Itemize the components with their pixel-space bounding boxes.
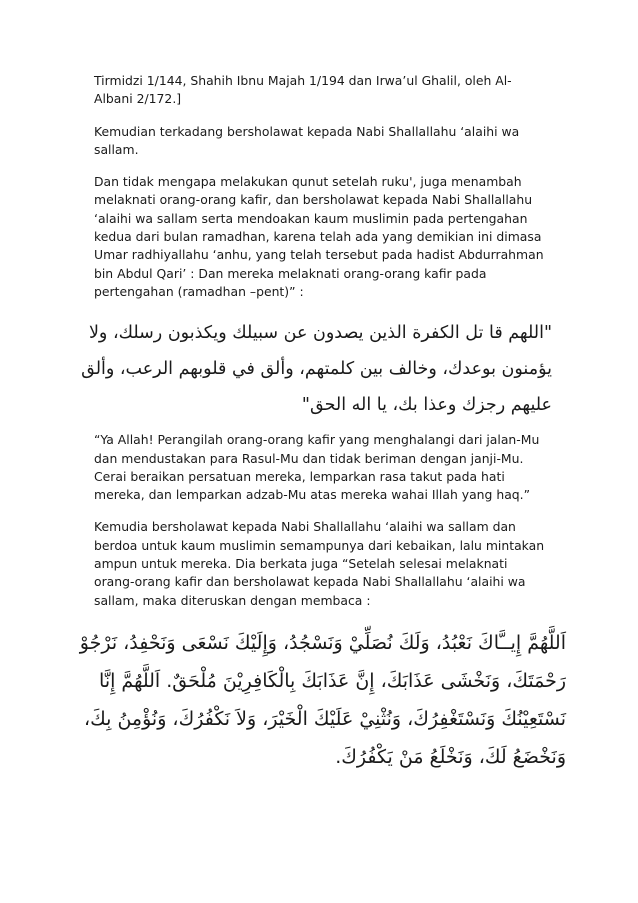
arabic-line: يؤمنون بوعدك، وخالف بين كلمتهم، وألق في قلوبهم الرعب، وألق [81, 359, 552, 380]
document-body [79, 72, 566, 776]
arabic-line: رَحْمَتَكَ، وَنَخْشَى عَذَابَكَ، إِنَّ عَذَابَكَ بِالْكَافِرِيْنَ مُلْحَقٌ. اَللَّهُمَّ إِنَّا [99, 669, 566, 692]
arabic-line: نَسْتَعِيْنُكَ وَنَسْتَغْفِرُكَ، وَنُثْنِيْ عَلَيْكَ الْخَيْرَ، وَلاَ نَكْفُرُكَ، وَنُؤْمِنُ بِكَ، [84, 707, 566, 730]
arabic-line: اَللَّهُمَّ إِيــَّاكَ نَعْبُدُ، وَلَكَ نُصَلِّيْ وَنَسْجُدُ، وَإِلَيْكَ نَسْعَى وَنَحْفِدُ، نَرْجُوْ [79, 631, 566, 654]
arabic-line: "اللهم قا تل الكفرة الذين يصدون عن سبيلك ويكذبون رسلك، ولا [88, 323, 552, 344]
paragraph-continuation: Kemudia bersholawat kepada Nabi Shallallahu ‘alaihi wa sallam dan berdoa untuk kaum muslimin semampunya dari kebaikan, lalu mintakan ampun untuk mereka. Dia berkata juga “Setelah selesai melaknati orang-orang kafir dan bersholawat kepada Nabi Shallallahu ‘alaihi wa sallam, maka diteruskan dengan membaca : [94, 519, 545, 608]
paragraph-reference: Tirmidzi 1/144, Shahih Ibnu Majah 1/194 dan Irwa’ul Ghalil, oleh Al- Albani 2/172.] [94, 73, 512, 107]
arabic-doa-laknat [81, 315, 552, 423]
arabic-line: وَنَخْضَعُ لَكَ، وَنَخْلَعُ مَنْ يَكْفُرُكَ. [335, 745, 566, 768]
arabic-line: عليهم رجزك وعذا بك، يا اله الحق" [301, 395, 552, 416]
paragraph-sholawat-intro: Kemudian terkadang bersholawat kepada Nabi Shallallahu ‘alaihi wa sallam. [94, 123, 520, 157]
paragraph-qunut-explanation: Dan tidak mengapa melakukan qunut setelah ruku', juga menambah melaknati orang-orang kafir, dan bersholawat kepada Nabi Shallallahu ‘alaihi wa sallam serta mendoakan kaum muslimin pada pertengahan kedua dari bulan ramadhan, karena telah ada yang demikian ini dimasa Umar radhiyallahu ‘anhu, yang telah tersebut pada hadist Abdurrahman bin Abdul Qari’ : Dan mereka melaknati orang-orang kafir pada pertengahan (ramadhan –pent)” : [94, 174, 544, 299]
arabic-doa-qunut [58, 624, 566, 776]
paragraph-translation: “Ya Allah! Perangilah orang-orang kafir yang menghalangi dari jalan-Mu dan mendustakan para Rasul-Mu dan tidak beriman dengan janji-Mu. Cerai beraikan persatuan mereka, lemparkan rasa takut pada hati mereka, dan lemparkan adzab-Mu atas mereka wahai Illah yang haq.” [94, 432, 540, 503]
